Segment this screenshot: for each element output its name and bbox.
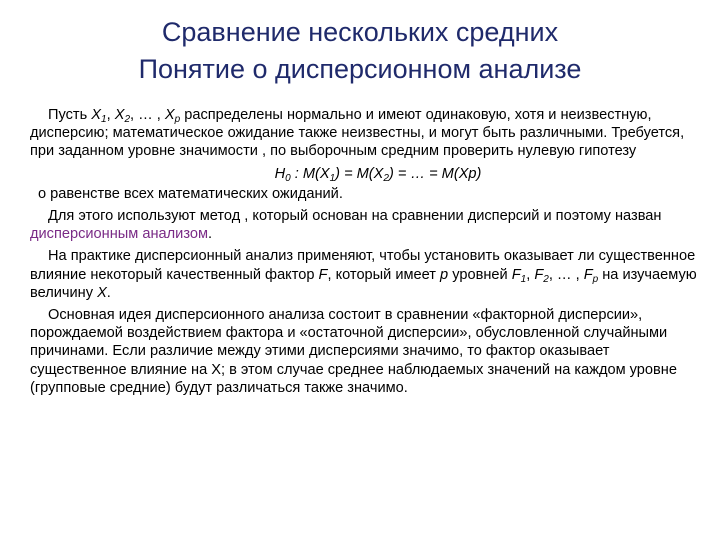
p1-x2: $X_2$: [114, 107, 130, 125]
paragraph-3: На практике дисперсионный анализ применяют, чтобы установить оказывает ли существенное влияние некоторый качественный фактор F, который имеет p уровней $F_1$, $F_2$, … , $F_p$ на изучаемую величину X.: [30, 248, 697, 301]
paragraph-2: Для этого используют метод , который основан на сравнении дисперсий и поэтому назван дисперсионным анализом.: [30, 208, 662, 243]
paragraph-1b: о равенстве всех математических ожиданий.: [38, 185, 343, 202]
slide-title: [0, 14, 720, 88]
title-line-2: Понятие о дисперсионном анализе: [138, 54, 582, 84]
p1-x1: $X_1$: [91, 107, 107, 125]
p1-xp: $X_p$: [164, 107, 181, 125]
slide-body: [30, 106, 706, 401]
title-line-1: Сравнение нескольких средних: [161, 17, 559, 47]
p1-lead: Пусть: [48, 107, 88, 123]
paragraph-4: Основная идея дисперсионного анализа состоит в сравнении «факторной дисперсии», порождаемой воздействием фактора и «остаточной дисперсии», обусловленной случайными причинами. Если различие между этими дисперсиями значимо, то фактор оказывает существенное влияние на Х; в этом случае среднее наблюдаемых значений на каждом уровне (групповые средние) будут различаться также значимо.: [30, 307, 677, 396]
dispersion-analysis-term: дисперсионным анализом: [30, 226, 208, 243]
null-hypothesis: $H_0$ : $M(X_1) = M(X_2)$ = … = M(Xp): [274, 165, 482, 184]
p1-rest: распределены нормально и имеют одинаковую, хотя и неизвестную, дисперсию; математическое ожидание также неизвестны, и могут быть различными. Требуется, при заданном уровне значимости , по выборочным средним проверить нулевую гипотезу: [30, 107, 685, 160]
paragraph-1: Пусть $X_1$, $X_2$, … , $X_p$ распределены нормально и имеют одинаковую, хотя и неизвестную, дисперсию; математическое ожидание также неизвестны, и могут быть различными. Требуется, при заданном уровне значимости , по выборочным средним проверить нулевую гипотезу: [30, 107, 685, 160]
